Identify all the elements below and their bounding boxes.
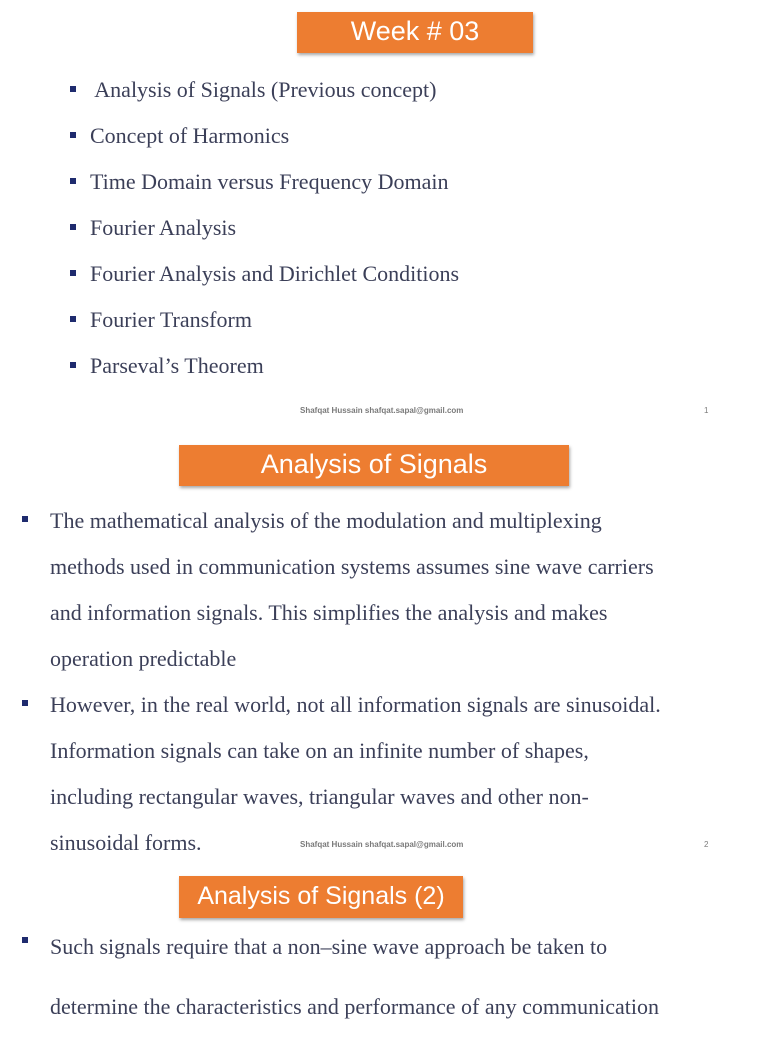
list-item <box>22 498 752 682</box>
bullet-square-icon <box>70 362 76 368</box>
list-item <box>70 298 459 344</box>
paragraph-line: operation predictable <box>50 646 237 671</box>
paragraph-line: including rectangular waves, triangular waves and other non- <box>50 784 589 809</box>
bullet-square-icon <box>70 270 76 276</box>
list-item <box>22 917 762 1037</box>
list-item <box>70 68 459 114</box>
paragraph-line: and information signals. This simplifies the analysis and makes <box>50 600 608 625</box>
slide-1-footer: Shafqat Hussain shafqat.sapal@gmail.com <box>300 406 464 415</box>
list-item-text: Analysis of Signals (Previous concept) <box>90 77 437 102</box>
list-item-text: Concept of Harmonics <box>90 123 290 148</box>
list-item-text: Parseval’s Theorem <box>90 353 264 378</box>
bullet-square-icon <box>70 178 76 184</box>
list-item <box>70 160 459 206</box>
paragraph-line: Such signals require that a non–sine wave approach be taken to <box>50 934 608 959</box>
slide-2-footer: Shafqat Hussain shafqat.sapal@gmail.com <box>300 840 464 849</box>
slide-3-bullet-list <box>22 917 762 1037</box>
paragraph-line: sinusoidal forms. <box>50 830 202 855</box>
list-item-text: Fourier Analysis and Dirichlet Conditions <box>90 261 460 286</box>
slide-1-page-number: 1 <box>704 406 709 415</box>
paragraph-line: Information signals can take on an infinite number of shapes, <box>50 738 589 763</box>
bullet-square-icon <box>70 132 76 138</box>
list-item <box>70 344 459 390</box>
list-item-text: Time Domain versus Frequency Domain <box>90 169 449 194</box>
paragraph-line: However, in the real world, not all information signals are sinusoidal. <box>50 692 661 717</box>
list-item <box>22 682 752 866</box>
slide-2-bullet-list <box>22 498 752 866</box>
slide-1-title: Week # 03 <box>297 12 533 53</box>
slide-2-title: Analysis of Signals <box>179 445 569 486</box>
bullet-square-icon <box>22 937 28 943</box>
slide-2-page-number: 2 <box>704 840 709 849</box>
slide-3-title: Analysis of Signals (2) <box>179 876 463 918</box>
bullet-square-icon <box>70 224 76 230</box>
list-item <box>70 206 459 252</box>
paragraph-line: methods used in communication systems assumes sine wave carriers <box>50 554 654 579</box>
bullet-square-icon <box>70 316 76 322</box>
list-item-text: Fourier Analysis <box>90 215 237 240</box>
paragraph-line: The mathematical analysis of the modulation and multiplexing <box>50 508 602 533</box>
bullet-square-icon <box>70 86 76 92</box>
paragraph-line: determine the characteristics and performance of any communication <box>50 994 660 1019</box>
bullet-square-icon <box>22 516 28 522</box>
bullet-square-icon <box>22 700 28 706</box>
slide-1-bullet-list <box>70 68 459 390</box>
list-item <box>70 114 459 160</box>
list-item-text: Fourier Transform <box>90 307 252 332</box>
list-item <box>70 252 459 298</box>
